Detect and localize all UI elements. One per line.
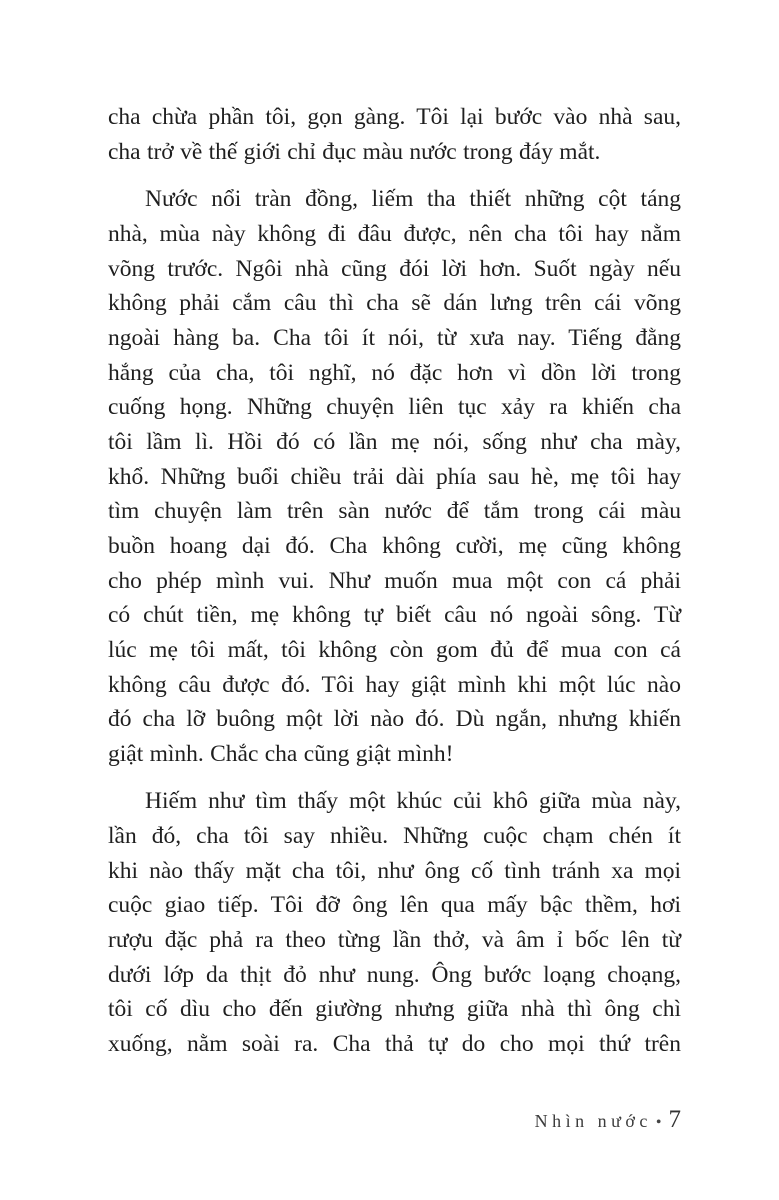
- text-line: rượu đặc phả ra theo từng lần thở, và âm ỉ bốc lên từ: [108, 927, 681, 954]
- text-line: giật mình. Chắc cha cũng giật mình!: [108, 740, 454, 767]
- text-line: võng trước. Ngôi nhà cũng đói lời hơn. Suốt ngày nếu: [108, 255, 681, 282]
- text-line: lần đó, cha tôi say nhiều. Những cuộc chạm chén ít: [108, 823, 681, 850]
- running-footer: [535, 1106, 681, 1134]
- text-line: hắng của cha, tôi nghĩ, nó đặc hơn vì dồn lời trong: [108, 359, 681, 386]
- paragraph: [108, 784, 681, 1061]
- page-number: 7: [668, 1106, 681, 1133]
- text-line: lúc mẹ tôi mất, tôi không còn gom đủ để mua con cá: [108, 636, 681, 663]
- text-line: có chút tiền, mẹ không tự biết câu nó ngoài sông. Từ: [108, 602, 681, 629]
- text-line: cuống họng. Những chuyện liên tục xảy ra khiến cha: [108, 394, 681, 421]
- text-line: xuống, nằm soài ra. Cha thả tự do cho mọi thứ trên: [108, 1031, 681, 1058]
- text-line: khi nào thấy mặt cha tôi, như ông cố tình tránh xa mọi: [108, 857, 681, 884]
- running-title: Nhìn nước: [534, 1111, 652, 1131]
- text-line: khổ. Những buổi chiều trải dài phía sau hè, mẹ tôi hay: [108, 463, 681, 490]
- separator-dot: •: [655, 1114, 662, 1131]
- text-line: Hiếm như tìm thấy một khúc củi khô giữa mùa này,: [145, 788, 681, 815]
- text-line: buồn hoang dại đó. Cha không cười, mẹ cũng không: [108, 532, 681, 559]
- text-line: dưới lớp da thịt đỏ như nung. Ông bước loạng choạng,: [108, 961, 681, 988]
- text-line: cho phép mình vui. Như muốn mua một con cá phải: [108, 567, 681, 594]
- text-line: cha chừa phần tôi, gọn gàng. Tôi lại bước vào nhà sau,: [108, 104, 681, 130]
- body-text: [108, 100, 681, 1062]
- text-line: ngoài hàng ba. Cha tôi ít nói, từ xưa nay. Tiếng đằng: [108, 324, 681, 351]
- paragraph: [108, 182, 681, 771]
- text-line: cha trở về thế giới chỉ đục màu nước trong đáy mắt.: [108, 138, 601, 165]
- text-line: Nước nổi tràn đồng, liếm tha thiết những cột táng: [145, 186, 681, 213]
- text-line: không câu được đó. Tôi hay giật mình khi một lúc nào: [108, 671, 681, 698]
- text-line: tìm chuyện làm trên sàn nước để tắm trong cái màu: [108, 498, 681, 525]
- text-line: nhà, mùa này không đi đâu được, nên cha tôi hay nằm: [108, 220, 681, 247]
- text-line: tôi cố dìu cho đến giường nhưng giữa nhà thì ông chì: [108, 996, 681, 1023]
- text-line: không phải cắm câu thì cha sẽ dán lưng trên cái võng: [108, 290, 681, 317]
- paragraph: [108, 100, 681, 169]
- text-line: cuộc giao tiếp. Tôi đỡ ông lên qua mấy bậc thềm, hơi: [108, 892, 681, 919]
- text-line: đó cha lỡ buông một lời nào đó. Dù ngắn, nhưng khiến: [108, 706, 681, 733]
- text-line: tôi lầm lì. Hồi đó có lần mẹ nói, sống như cha mày,: [108, 428, 681, 455]
